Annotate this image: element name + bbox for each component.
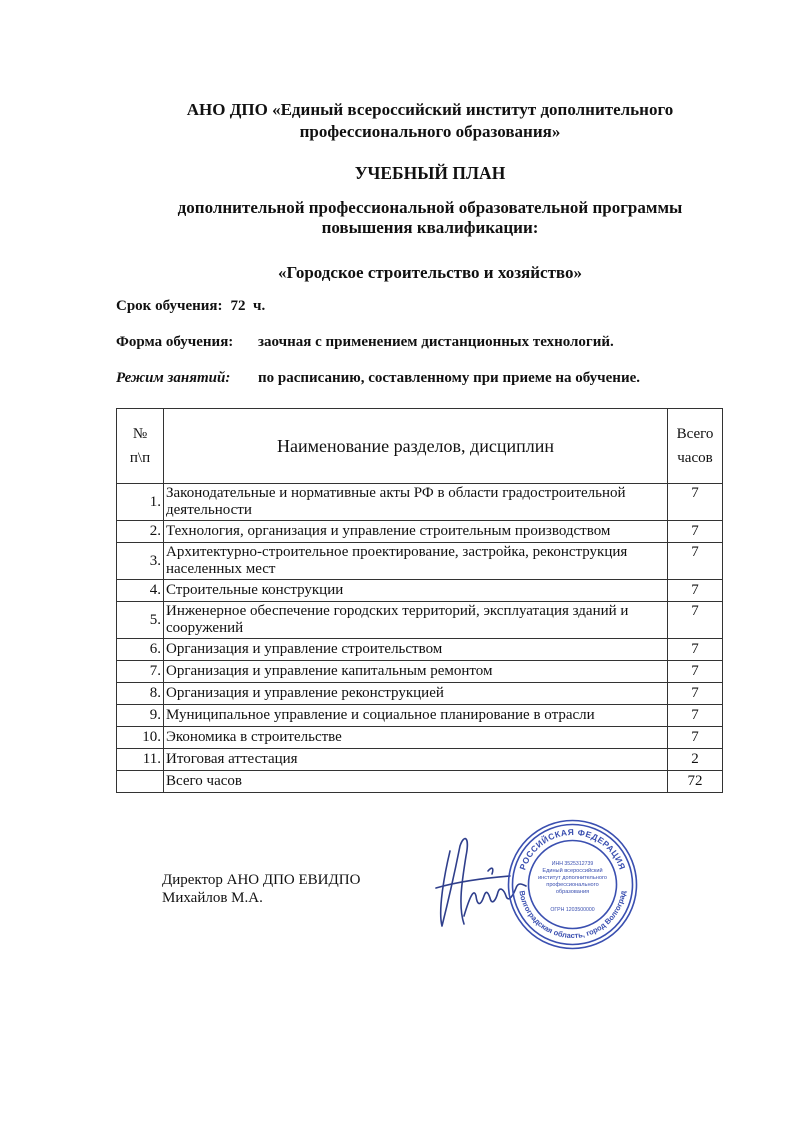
col-hours-header [668,409,723,484]
form-row [116,334,614,351]
row-hours: 7 [668,683,723,705]
table-row [117,683,723,705]
table-row [117,521,723,543]
table-row [117,639,723,661]
stamp-inn: ИНН 3525312739 [551,861,594,867]
mode-row [116,370,640,387]
table-row [117,749,723,771]
row-discipline: Архитектурно-строительное проектирование, застройка, реконструкция населенных мест [164,543,668,580]
table-row [117,705,723,727]
program-description [110,198,750,238]
director-name: Михайлов М.А. [162,890,263,906]
row-discipline: Итоговая аттестация [164,749,668,771]
document-title: УЧЕБНЫЙ ПЛАН [354,163,506,183]
row-hours: 7 [668,543,723,580]
curriculum-table [116,408,723,793]
mode-value: по расписанию, составленному при приеме на обучение. [258,370,640,386]
row-number: 11. [117,749,164,771]
table-row [117,602,723,639]
row-discipline: Экономика в строительстве [164,727,668,749]
duration-row [116,298,265,315]
row-number: 6. [117,639,164,661]
course-name: «Городское строительство и хозяйство» [278,263,582,282]
org-line-2: профессионального образования» [299,122,561,141]
stamp-center-text: Единый всероссийский институт дополнительного профессионального образования [538,868,607,895]
table-row [117,543,723,580]
col-number-header [117,409,164,484]
row-discipline: Инженерное обеспечение городских территорий, эксплуатация зданий и сооружений [164,602,668,639]
program-line-2: повышения квалификации: [321,218,539,237]
total-label: Всего часов [164,771,668,793]
row-discipline: Законодательные и нормативные акты РФ в области градостроительной деятельности [164,484,668,521]
row-hours: 7 [668,639,723,661]
official-stamp [505,817,640,952]
mode-label: Режим занятий: [116,370,231,386]
row-number: 2. [117,521,164,543]
table-row [117,484,723,521]
total-hours: 72 [668,771,723,793]
table-row [117,727,723,749]
row-discipline: Муниципальное управление и социальное планирование в отрасли [164,705,668,727]
row-hours: 7 [668,580,723,602]
row-hours: 7 [668,661,723,683]
director-block [162,871,360,907]
row-number: 3. [117,543,164,580]
row-discipline: Организация и управление реконструкцией [164,683,668,705]
table-row [117,580,723,602]
row-number: 10. [117,727,164,749]
row-hours: 7 [668,705,723,727]
duration-label: Срок обучения: [116,298,223,314]
stamp-outer-top: РОССИЙСКАЯ ФЕДЕРАЦИЯ [517,826,628,872]
form-label: Форма обучения: [116,334,234,350]
row-number: 9. [117,705,164,727]
row-number: 5. [117,602,164,639]
stamp-outer-bottom: Волгоградская область, город Волгоград [517,889,628,941]
table-header-row [117,409,723,484]
row-discipline: Организация и управление строительством [164,639,668,661]
total-number-cell [117,771,164,793]
row-hours: 7 [668,727,723,749]
row-number: 7. [117,661,164,683]
row-number: 8. [117,683,164,705]
stamp-ogrn: ОГРН 1203500000 [550,907,595,913]
row-number: 1. [117,484,164,521]
director-title: Директор АНО ДПО ЕВИДПО [162,872,361,888]
col-number-line-1: № [132,426,148,442]
table-total-row [117,771,723,793]
row-discipline: Организация и управление капитальным ремонтом [164,661,668,683]
duration-value: 72 ч. [230,298,266,314]
row-hours: 2 [668,749,723,771]
form-value: заочная с применением дистанционных технологий. [258,334,614,350]
organization-name [110,99,750,143]
col-name-header: Наименование разделов, дисциплин [164,409,668,484]
row-hours: 7 [668,602,723,639]
row-hours: 7 [668,521,723,543]
org-line-1: АНО ДПО «Единый всероссийский институт дополнительного [186,100,674,119]
row-number: 4. [117,580,164,602]
program-line-1: дополнительной профессиональной образовательной программы [177,198,683,217]
table-row [117,661,723,683]
row-discipline: Строительные конструкции [164,580,668,602]
row-hours: 7 [668,484,723,521]
col-hours-line-1: Всего [676,426,714,442]
col-hours-line-2: часов [677,450,713,466]
row-discipline: Технология, организация и управление строительным производством [164,521,668,543]
col-number-line-2: п\п [129,450,151,466]
